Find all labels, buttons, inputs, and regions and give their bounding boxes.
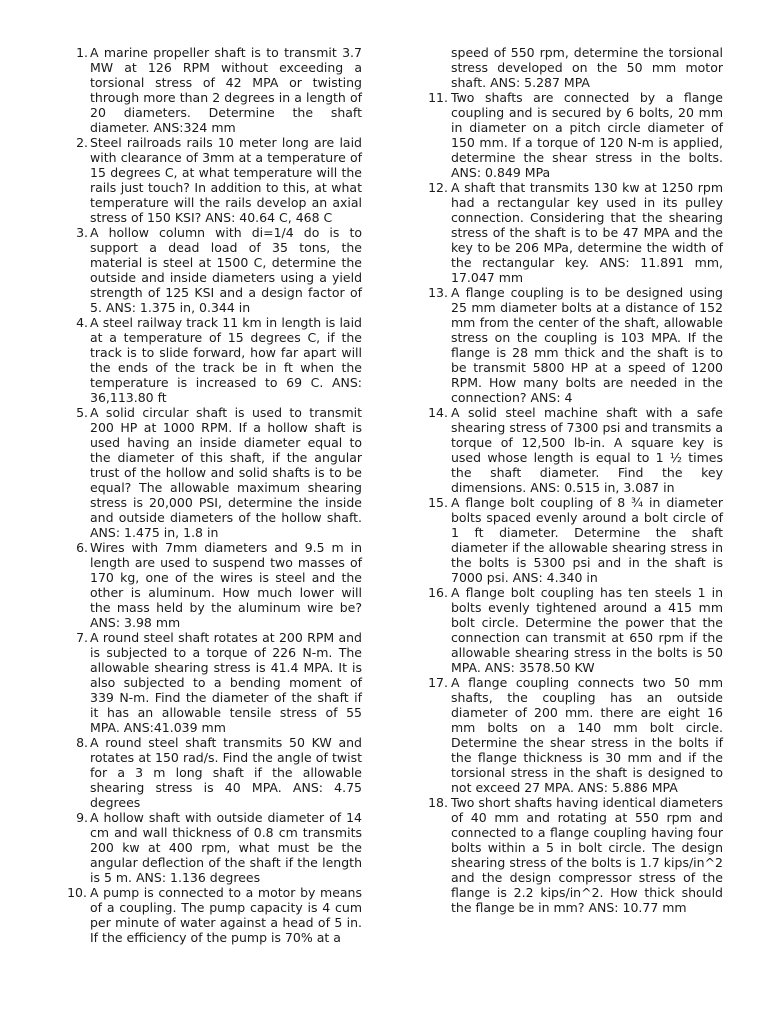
problem-text: A shaft that transmits 130 kw at 1250 rpm had a rectangular key used in its pulley connection. Considering that the shearing stress of the shaft is to be 47 MPA and the key to be 206 MPa, determine the width of the rectangular key. ANS: 11.891 mm, 17.047 mm xyxy=(451,180,723,285)
problem-text: A round steel shaft rotates at 200 RPM and is subjected to a torque of 226 N-m. The allowable shearing stress is 41.4 MPA. It is also subjected to a bending moment of 339 N-m. Find the diameter of the shaft if it has an allowable tensile stress of 55 MPA. ANS:41.039 mm xyxy=(90,630,362,735)
problem-text: speed of 550 rpm, determine the torsional stress developed on the 50 mm motor shaft. ANS: 5.287 MPA xyxy=(451,45,723,90)
problem-item xyxy=(76,630,362,735)
problem-item xyxy=(76,135,362,225)
problem-text: A flange bolt coupling has ten steels 1 in bolts evenly tightened around a 415 mm bolt circle. Determine the power that the connection can transmit at 650 rpm if the allowable shearing stress in the bolts is 50 MPA. ANS: 3578.50 KW xyxy=(451,585,723,675)
problem-item xyxy=(428,675,723,795)
problem-item xyxy=(428,795,724,915)
problem-item xyxy=(76,315,362,405)
problem-number: 12. xyxy=(428,180,448,195)
problem-text: A hollow column with di=1/4 do is to support a dead load of 35 tons, the material is steel at 1500 C, determine the outside and inside diameters using a yield strength of 125 KSI and a design factor of 5. ANS: 1.375 in, 0.344 in xyxy=(90,225,362,315)
problem-number: 15. xyxy=(428,495,448,510)
problem-text: Steel railroads rails 10 meter long are laid with clearance of 3mm at a temperature of 15 degrees C, at what temperature will the rails just touch? In addition to this, at what temperature will the rails develop an axial stress of 150 KSI? ANS: 40.64 C, 468 C xyxy=(90,135,362,225)
problem-text: Two short shafts having identical diameters of 40 mm and rotating at 550 rpm and connected to a flange coupling having four bolts within a 5 in bolt circle. The design shearing stress of the bolts is 1.7 kips/in^2 and the design compressor stress of the flange is 2.2 kips/in^2. How thick should the flange be in mm? ANS: 10.77 mm xyxy=(451,795,724,915)
problem-item xyxy=(428,285,723,405)
problem-item xyxy=(76,405,362,540)
problem-number: 6. xyxy=(76,540,88,555)
problem-number: 4. xyxy=(76,315,88,330)
problem-number: 13. xyxy=(428,285,448,300)
problem-number: 7. xyxy=(76,630,88,645)
problem-number: 8. xyxy=(76,735,88,750)
problem-text: A pump is connected to a motor by means of a coupling. The pump capacity is 4 cum per minute of water against a head of 5 in. If the efficiency of the pump is 70% at a xyxy=(90,885,362,945)
problem-item xyxy=(428,180,723,285)
problem-number: 5. xyxy=(76,405,88,420)
problem-item xyxy=(76,225,362,315)
problem-number: 11. xyxy=(428,90,448,105)
problem-text: A solid circular shaft is used to transmit 200 HP at 1000 RPM. If a hollow shaft is used having an inside diameter equal to the diameter of this shaft, if the angular trust of the hollow and solid shafts is to be equal? The allowable maximum shearing stress is 20,000 PSI, determine the inside and outside diameters of the hollow shaft. ANS: 1.475 in, 1.8 in xyxy=(90,405,362,540)
problem-item xyxy=(428,495,723,585)
problem-text: A round steel shaft transmits 50 KW and rotates at 150 rad/s. Find the angle of twist for a 3 m long shaft if the allowable shearing stress is 40 MPA. ANS: 4.75 degrees xyxy=(90,735,362,810)
problem-item xyxy=(428,585,723,675)
problem-item xyxy=(428,405,723,495)
problem-text: A flange coupling connects two 50 mm shafts, the coupling has an outside diameter of 200 mm. there are eight 16 mm bolts on a 140 mm bolt circle. Determine the shear stress in the bolts if the flange thickness is 30 mm and if the torsional stress in the shaft is designed to not exceed 27 MPA. ANS: 5.886 MPA xyxy=(451,675,723,795)
problem-number: 16. xyxy=(428,585,448,600)
problem-item xyxy=(67,885,362,945)
problem-item xyxy=(76,45,362,135)
right-column xyxy=(428,45,724,915)
problem-item xyxy=(76,735,362,810)
problem-text: Wires with 7mm diameters and 9.5 m in length are used to suspend two masses of 170 kg, one of the wires is steel and the other is aluminum. How much lower will the mass held by the aluminum wire be? ANS: 3.98 mm xyxy=(90,540,362,630)
problem-number: 17. xyxy=(428,675,448,690)
problem-number: 10. xyxy=(67,885,87,900)
problem-text: A hollow shaft with outside diameter of 14 cm and wall thickness of 0.8 cm transmits 200 kw at 400 rpm, what must be the angular deflection of the shaft if the length is 5 m. ANS: 1.136 degrees xyxy=(90,810,362,885)
problem-text: Two shafts are connected by a flange coupling and is secured by 6 bolts, 20 mm in diameter on a pitch circle diameter of 150 mm. If a torque of 120 N-m is applied, determine the shear stress in the bolts. ANS: 0.849 MPa xyxy=(451,90,723,180)
problem-item-continued xyxy=(451,45,723,90)
left-column xyxy=(67,45,362,945)
problem-text: A flange coupling is to be designed using 25 mm diameter bolts at a distance of 152 mm from the center of the shaft, allowable stress on the coupling is 103 MPA. If the flange is 28 mm thick and the shaft is to be transmit 5800 HP at a speed of 1200 RPM. How many bolts are needed in the connection? ANS: 4 xyxy=(451,285,723,405)
problem-number: 18. xyxy=(428,795,448,810)
problem-item xyxy=(76,540,362,630)
problem-number: 2. xyxy=(76,135,88,150)
problem-number: 14. xyxy=(428,405,448,420)
problem-text: A solid steel machine shaft with a safe shearing stress of 7300 psi and transmits a torque of 12,500 lb-in. A square key is used whose length is equal to 1 ½ times the shaft diameter. Find the key dimensions. ANS: 0.515 in, 3.087 in xyxy=(451,405,723,495)
problem-number: 3. xyxy=(76,225,88,240)
problem-item xyxy=(428,90,723,180)
problem-number: 9. xyxy=(76,810,88,825)
problem-text: A marine propeller shaft is to transmit 3.7 MW at 126 RPM without exceeding a torsional stress of 42 MPA or twisting through more than 2 degrees in a length of 20 diameters. Determine the shaft diameter. ANS:324 mm xyxy=(90,45,362,135)
problem-text: A flange bolt coupling of 8 ¾ in diameter bolts spaced evenly around a bolt circle of 1 ft diameter. Determine the shaft diameter if the allowable shearing stress in the bolts is 5300 psi and in the shaft is 7000 psi. ANS: 4.340 in xyxy=(451,495,723,585)
problem-number: 1. xyxy=(76,45,88,60)
problem-item xyxy=(76,810,362,885)
problem-text: A steel railway track 11 km in length is laid at a temperature of 15 degrees C, if the track is to slide forward, how far apart will the ends of the track be in ft when the temperature is increased to 69 C. ANS: 36,113.80 ft xyxy=(90,315,362,405)
